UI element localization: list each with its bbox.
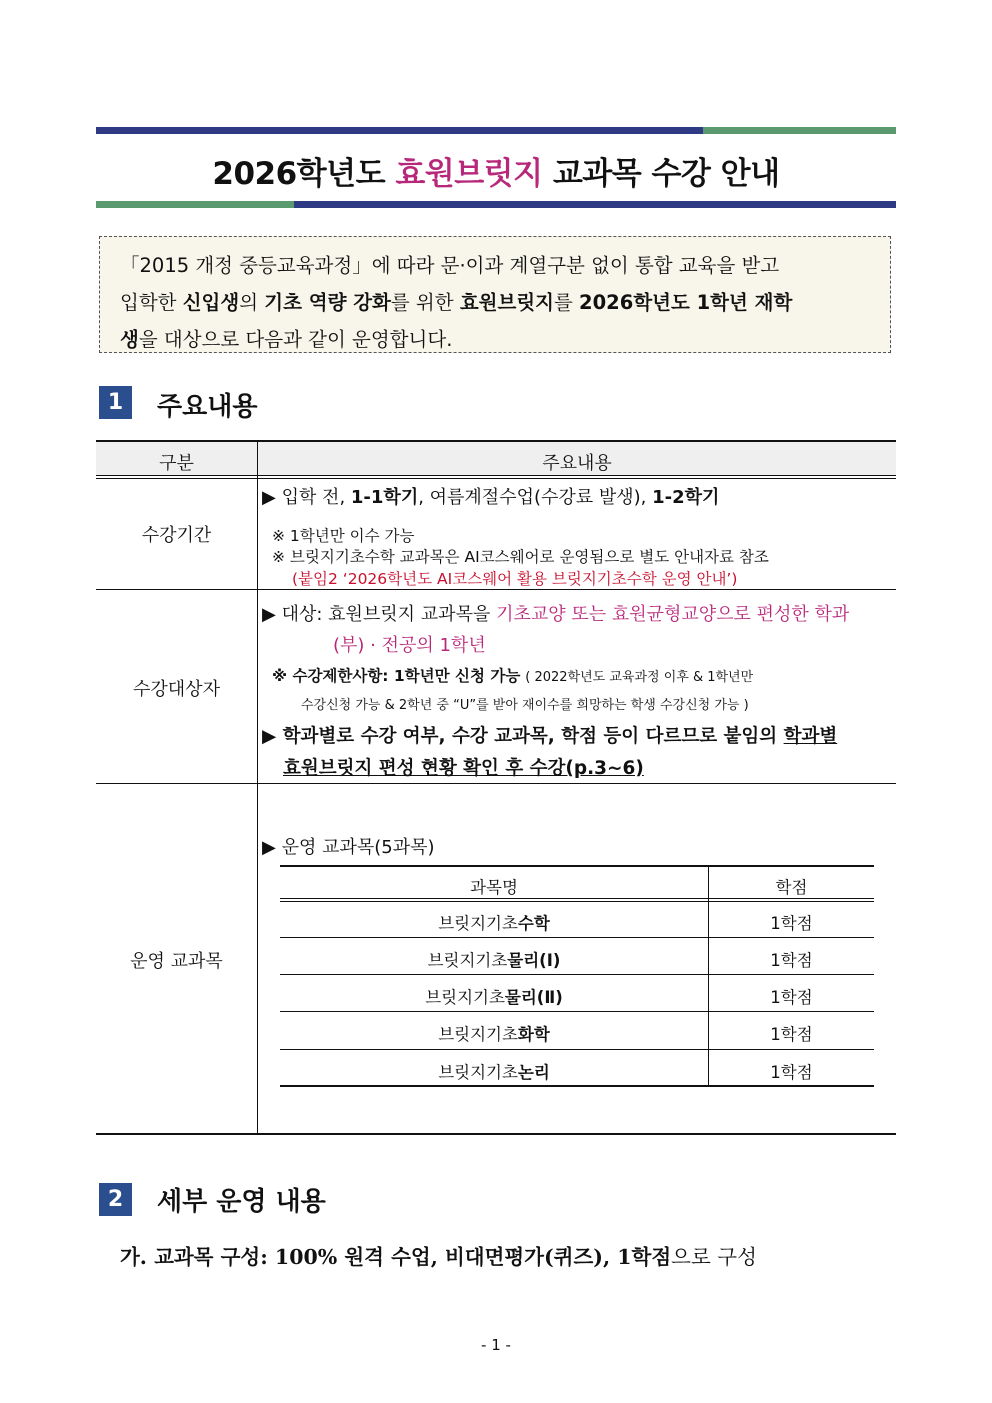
section-1-number: 1 [99,386,132,419]
course-credit-physics-1: 1학점 [770,951,813,970]
intro-line-2: 입학한 신입생의 기초 역량 강화를 위한 효원브릿지를 2026학년도 1학년 재학 [120,291,793,314]
course-credit-physics-2: 1학점 [770,988,813,1007]
section-1-title: 주요내용 [157,392,258,422]
table-top-border [96,440,896,442]
title-top-bar-navy [96,127,703,134]
period-note-2: ※ 브릿지기초수학 교과목은 AI코스웨어로 운영됨으로 별도 안내자료 참조 [272,548,769,566]
course-col-credit: 학점 [775,878,808,897]
target-line-1: ▶ 대상: 효원브릿지 교과목을 기초교양 또는 효원균형교양으로 편성한 학과 [262,604,850,625]
courses-heading: ▶ 운영 교과목(5과목) [262,837,435,858]
page-number: - 1 - [481,1336,511,1354]
table-header-divider-2 [96,478,896,479]
target-line-2: (부) · 전공의 1학년 [333,635,486,656]
course-name-physics-1: 브릿지기초물리(Ⅰ) [427,951,561,970]
course-row-line-2 [280,974,874,975]
header-col-content: 주요내용 [542,453,612,474]
course-col-name: 과목명 [470,878,518,897]
title-bottom-bar-navy [294,201,896,208]
course-row-line-3 [280,1011,874,1012]
course-table-bottom [280,1085,874,1087]
period-note-1: ※ 1학년만 이수 가능 [272,527,415,545]
table-row-divider-1 [96,589,896,590]
table-bottom-border [96,1133,896,1135]
section-2-number: 2 [99,1183,132,1216]
table-column-divider [257,441,258,1134]
target-line-3: ▶ 학과별로 수강 여부, 수강 교과목, 학점 등이 다르므로 붙임의 학과별 [262,726,838,747]
table-header-divider-1 [96,475,896,476]
title-rest: 교과목 수강 안내 [552,156,780,192]
title-bottom-bar-green [96,201,294,208]
target-line-4: 효원브릿지 편성 현황 확인 후 수강(p.3~6) [283,758,644,779]
target-note-1: ※ 수강제한사항: 1학년만 신청 가능 ( 2022학년도 교육과정 이후 & 1학년만 [272,667,754,685]
course-table-top [280,865,874,867]
header-col-category: 구분 [159,453,194,474]
course-credit-math: 1학점 [770,914,813,933]
course-name-math: 브릿지기초수학 [438,914,550,933]
row-label-target: 수강대상자 [133,679,220,700]
section-2-title: 세부 운영 내용 [157,1187,326,1217]
course-row-line-4 [280,1049,874,1050]
detail-item-a: 가. 교과목 구성: 100% 원격 수업, 비대면평가(퀴즈), 1학점으로 구성 [120,1245,757,1269]
course-name-physics-2: 브릿지기초물리(Ⅱ) [425,988,563,1007]
course-credit-chemistry: 1학점 [770,1025,813,1044]
target-note-2: 수강신청 가능 & 2학년 중 “U”를 받아 재이수를 희망하는 학생 수강신청 가능 ) [301,698,749,713]
intro-line-1: 「2015 개정 중등교육과정」에 따라 문·이과 계열구분 없이 통합 교육을 받고 [120,254,780,277]
intro-box [99,236,891,353]
row-label-period: 수강기간 [141,525,212,546]
course-credit-logic: 1학점 [770,1063,813,1082]
course-table-header-line-2 [280,901,874,902]
table-row-divider-2 [96,783,896,784]
period-line-1: ▶ 입학 전, 1-1학기, 여름계절수업(수강료 발생), 1-2학기 [262,487,720,508]
course-name-chemistry: 브릿지기초화학 [438,1025,550,1044]
intro-line-3: 생을 대상으로 다음과 같이 운영합니다. [120,328,453,351]
course-table-header-line-1 [280,898,874,899]
title-accent: 효원브릿지 [395,156,543,192]
course-name-logic: 브릿지기초논리 [438,1063,550,1082]
title-top-bar-green [703,127,896,134]
title-year: 2026학년도 [212,156,386,192]
row-label-courses: 운영 교과목 [130,951,223,972]
course-row-line-1 [280,937,874,938]
course-table-col-divider [708,866,709,1086]
period-note-3: (붙임2 ‘2026학년도 AI코스웨어 활용 브릿지기초수학 운영 안내’) [292,570,738,588]
page-title [96,148,896,193]
